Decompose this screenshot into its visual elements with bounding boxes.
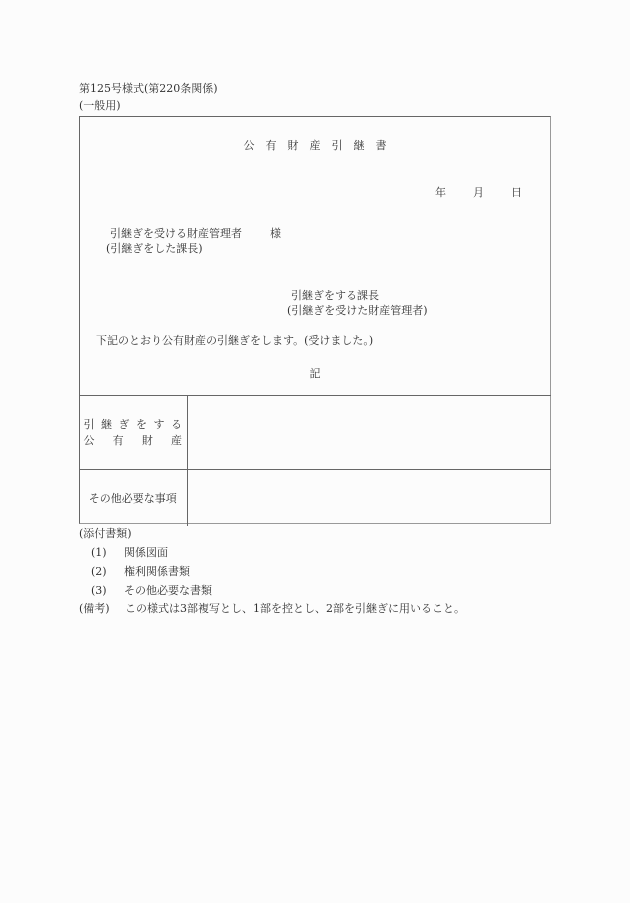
form-frame	[79, 116, 551, 524]
sender-alt-title: (引継ぎを受けた財産管理者)	[287, 304, 428, 317]
attachment-item	[91, 585, 212, 596]
recipient-title: 引継ぎを受ける財産管理者	[110, 227, 242, 240]
attachment-text: 関係図面	[124, 546, 168, 559]
date-field[interactable]	[408, 184, 522, 200]
recipient-honorific: 様	[270, 227, 281, 240]
property-table	[79, 395, 551, 526]
document-title: 公有財産引継書	[243, 139, 398, 152]
property-value-cell[interactable]	[188, 396, 551, 470]
date-month-label: 月	[473, 186, 484, 199]
remarks-text: この様式は3部複写とし、1部を控とし、2部を引継ぎに用いること。	[125, 602, 465, 615]
attachments-heading: (添付書類)	[79, 527, 132, 540]
table-row	[79, 470, 551, 526]
date-day-label: 日	[511, 186, 522, 199]
attachment-number: (1)	[91, 546, 107, 559]
date-year-label: 年	[435, 186, 446, 199]
label-line-1: 引 継 ぎ を す る	[83, 417, 182, 431]
statement-text: 下記のとおり公有財産の引継ぎをします。(受けました。)	[96, 334, 374, 347]
other-matters-value-cell[interactable]	[188, 470, 551, 526]
other-matters-label-cell: その他必要な事項	[79, 470, 188, 526]
remarks	[79, 603, 465, 614]
ki-heading: 記	[309, 367, 321, 380]
remarks-label: (備考)	[79, 602, 110, 615]
sender-title: 引継ぎをする課長	[291, 289, 379, 302]
attachment-item	[91, 566, 190, 577]
recipient-alt-title: (引継ぎをした課長)	[106, 242, 203, 255]
form-number: 第125号様式(第220条関係)	[79, 82, 218, 95]
property-label-cell	[79, 396, 188, 470]
attachment-item	[91, 547, 168, 558]
attachment-text: その他必要な書類	[124, 584, 212, 597]
attachment-number: (2)	[91, 565, 107, 578]
form-usage-label: (一般用)	[79, 99, 121, 112]
label-line-2: 公 有 財 産	[83, 433, 182, 447]
table-row	[79, 396, 551, 470]
attachment-number: (3)	[91, 584, 107, 597]
attachment-text: 権利関係書類	[124, 565, 190, 578]
